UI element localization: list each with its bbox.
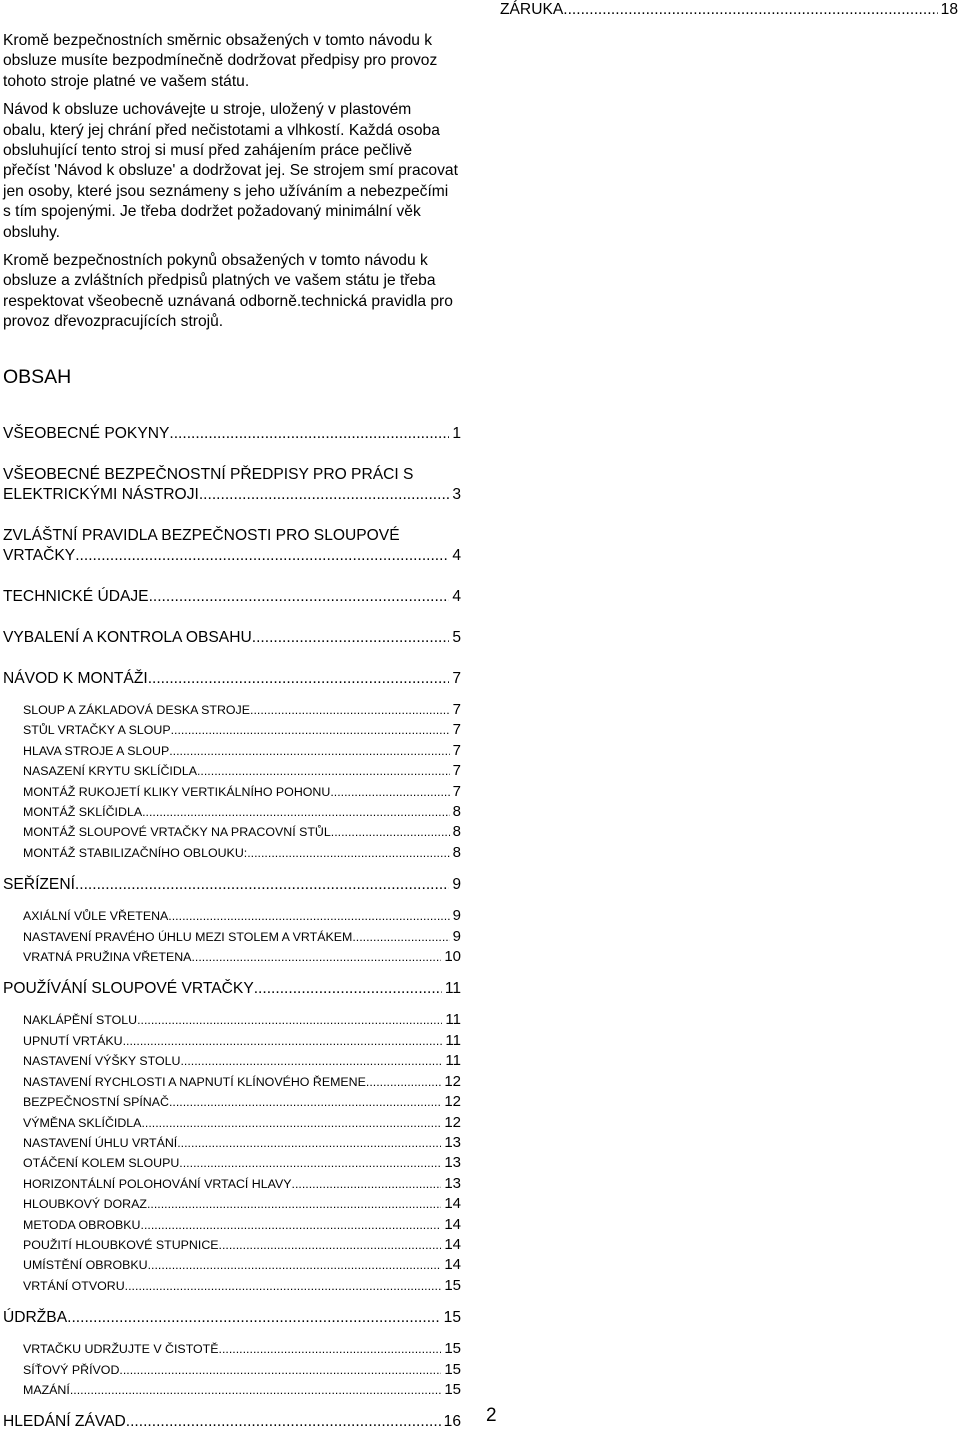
- toc-entry-label: VŠEOBECNÉ POKYNY: [3, 425, 170, 442]
- toc-entry-page: 14: [444, 1256, 461, 1274]
- toc-entry-page: 12: [444, 1113, 461, 1131]
- toc-entry-label: AXIÁLNÍ VŮLE VŘETENA: [23, 909, 169, 924]
- toc-entry-label: HLAVA STROJE A SLOUP: [23, 743, 170, 758]
- toc-leader-dots: [331, 823, 450, 842]
- toc-entry-label: ZÁRUKA: [500, 1, 564, 18]
- toc-subsection[interactable]: [3, 802, 461, 822]
- toc-entry-page: 12: [444, 1072, 461, 1090]
- toc-entry-label: VYBALENÍ A KONTROLA OBSAHU: [3, 629, 252, 646]
- toc-leader-dots: [169, 424, 449, 444]
- toc-subsection[interactable]: [3, 1215, 461, 1235]
- toc-subsection[interactable]: [3, 761, 461, 781]
- toc-leader-dots: [75, 875, 449, 895]
- toc-entry-page: 18: [940, 1, 958, 18]
- toc-entry-page: 11: [445, 1052, 461, 1070]
- toc-subsection[interactable]: [3, 1010, 461, 1030]
- toc-leader-dots: [67, 1308, 441, 1328]
- toc-entry-page: 10: [444, 948, 461, 966]
- toc-leader-dots: [75, 546, 449, 566]
- toc-continued: [500, 0, 958, 20]
- toc-entry-label: NASTAVENÍ PRAVÉHO ÚHLU MEZI STOLEM A VRTÁKEM: [23, 929, 353, 944]
- toc-section[interactable]: [3, 875, 461, 895]
- toc-section[interactable]: [3, 465, 461, 505]
- toc-subsection[interactable]: [3, 843, 461, 863]
- toc-entry-label: MONTÁŽ STABILIZAČNÍHO OBLOUKU:: [23, 845, 248, 860]
- toc-section[interactable]: [3, 979, 461, 999]
- toc-subsection[interactable]: [3, 1113, 461, 1133]
- toc-leader-dots: [142, 803, 450, 822]
- toc-entry-page: 11: [445, 1011, 461, 1029]
- toc-subsection[interactable]: [3, 741, 461, 761]
- toc-subsection[interactable]: [3, 906, 461, 926]
- toc-entry-label: BEZPEČNOSTNÍ SPÍNAČ: [23, 1095, 169, 1110]
- toc-entry-label: NASTAVENÍ RYCHLOSTI A NAPNUTÍ KLÍNOVÉHO ŘEMENE: [23, 1074, 366, 1089]
- toc-entry-label: ELEKTRICKÝMI NÁSTROJI: [3, 486, 199, 503]
- toc-entry-page: 14: [444, 1235, 461, 1253]
- toc-entry-page: 14: [444, 1195, 461, 1213]
- toc-entry-page: 8: [452, 803, 461, 821]
- toc-entry-page: 7: [452, 782, 461, 800]
- toc-entry-label: NASTAVENÍ VÝŠKY STOLU: [23, 1054, 181, 1069]
- toc-entry-page: 13: [444, 1154, 461, 1172]
- toc-leader-dots: [70, 1381, 442, 1400]
- toc-entry-page: 9: [452, 927, 461, 945]
- toc-leader-dots: [168, 907, 449, 926]
- toc-subsection[interactable]: [3, 1031, 461, 1051]
- toc-leader-dots: [197, 762, 450, 781]
- toc-section[interactable]: [3, 526, 461, 566]
- toc-leader-dots: [292, 1175, 442, 1194]
- toc-entry-label: OTÁČENÍ KOLEM SLOUPU: [23, 1156, 180, 1171]
- toc-subsection[interactable]: [3, 1235, 461, 1255]
- toc-leader-dots: [137, 1011, 442, 1030]
- toc-section[interactable]: [3, 1308, 461, 1328]
- table-of-contents: [3, 424, 461, 1432]
- toc-subsection[interactable]: [3, 1194, 461, 1214]
- page-number: 2: [486, 1405, 497, 1426]
- toc-leader-dots: [199, 485, 449, 505]
- toc-entry-label: VŠEOBECNÉ BEZPEČNOSTNÍ PŘEDPISY PRO PRÁCI S: [3, 466, 414, 483]
- toc-entry-label: STŮL VRTAČKY A SLOUP: [23, 723, 171, 738]
- toc-leader-dots: [250, 701, 450, 720]
- toc-subsection[interactable]: [3, 927, 461, 947]
- toc-entry-page: 15: [444, 1340, 461, 1358]
- toc-leader-dots: [219, 1340, 442, 1359]
- toc-leader-dots: [563, 0, 937, 20]
- toc-entry-label: MONTÁŽ RUKOJETÍ KLIKY VERTIKÁLNÍHO POHONU: [23, 784, 331, 799]
- toc-entry-page: 7: [452, 762, 461, 780]
- toc-entry-label: UMÍSTĚNÍ OBROBKU: [23, 1258, 148, 1273]
- toc-subsection[interactable]: [3, 947, 461, 967]
- toc-leader-dots: [148, 1256, 442, 1275]
- toc-leader-dots: [191, 948, 441, 967]
- toc-entry-page: 7: [452, 741, 461, 759]
- toc-entry-page: 9: [452, 907, 461, 925]
- toc-leader-dots: [180, 1052, 442, 1071]
- toc-subsection[interactable]: [3, 1255, 461, 1275]
- toc-section[interactable]: [3, 424, 461, 444]
- toc-leader-dots: [147, 1195, 441, 1214]
- toc-entry-page: 16: [443, 1413, 461, 1431]
- toc-subsection[interactable]: [3, 1339, 461, 1359]
- toc-section[interactable]: [3, 628, 461, 648]
- toc-leader-dots: [169, 742, 449, 761]
- toc-entry-label: VRTÁNÍ OTVORU: [23, 1278, 125, 1293]
- toc-leader-dots: [247, 844, 449, 863]
- toc-subsection[interactable]: [3, 1360, 461, 1380]
- toc-subsection[interactable]: [3, 1133, 461, 1153]
- toc-leader-dots: [179, 1154, 441, 1173]
- toc-leader-dots: [141, 1216, 442, 1235]
- toc-entry-label: MAZÁNÍ: [23, 1382, 70, 1397]
- toc-entry-label: MONTÁŽ SLOUPOVÉ VRTAČKY NA PRACOVNÍ STŮL: [23, 825, 331, 840]
- toc-entry-page: 13: [444, 1174, 461, 1192]
- toc-entry-page: 4: [452, 588, 461, 605]
- toc-entry-label: NASAZENÍ KRYTU SKLÍČIDLA: [23, 764, 197, 779]
- intro-text: [3, 31, 458, 333]
- toc-entry-label: MONTÁŽ SKLÍČIDLA: [23, 805, 143, 820]
- toc-entry-page: 7: [452, 670, 461, 687]
- toc-subsection[interactable]: [3, 1276, 461, 1296]
- toc-entry-page: 8: [452, 843, 461, 861]
- toc-leader-dots: [126, 1412, 441, 1432]
- toc-entry-label: SLOUP A ZÁKLADOVÁ DESKA STROJE: [23, 703, 251, 717]
- toc-entry-label: VRATNÁ PRUŽINA VŘETENA: [23, 950, 192, 965]
- toc-leader-dots: [254, 979, 442, 999]
- toc-subsection[interactable]: [3, 1153, 461, 1173]
- toc-leader-dots: [330, 783, 449, 802]
- toc-entry-page: 8: [452, 823, 461, 841]
- toc-entry-label: HLOUBKOVÝ DORAZ: [23, 1197, 147, 1212]
- toc-entry-label: SEŘÍZENÍ: [3, 876, 75, 894]
- intro-paragraph-1: Kromě bezpečnostních směrnic obsažených v tomto návodu k obsluze musíte bezpodmínečně dodržovat předpisy pro provoz tohoto stroje platné ve vašem státu.: [3, 32, 438, 90]
- toc-subsection[interactable]: [3, 782, 461, 802]
- toc-subsection[interactable]: [3, 1174, 461, 1194]
- toc-entry-page: 7: [452, 721, 461, 739]
- toc-entry-label: NÁVOD K MONTÁŽI: [3, 670, 148, 687]
- toc-entry-zaruka[interactable]: [500, 0, 958, 20]
- toc-entry-page: 1: [452, 425, 461, 442]
- toc-entry-label: UPNUTÍ VRTÁKU: [23, 1033, 123, 1048]
- toc-leader-dots: [125, 1277, 442, 1296]
- toc-entry-page: 15: [443, 1309, 461, 1327]
- toc-entry-page: 9: [452, 876, 461, 894]
- toc-subsection[interactable]: [3, 1051, 461, 1071]
- toc-entry-label: VRTAČKU UDRŽUJTE V ČISTOTĚ: [23, 1342, 219, 1357]
- toc-entry-label: HLEDÁNÍ ZÁVAD: [3, 1413, 126, 1431]
- toc-entry-label: SÍŤOVÝ PŘÍVOD: [23, 1362, 120, 1377]
- toc-subsection[interactable]: [3, 1072, 461, 1092]
- toc-leader-dots: [123, 1032, 443, 1051]
- toc-subsection[interactable]: [3, 1092, 461, 1112]
- toc-entry-page: 5: [452, 629, 461, 646]
- toc-entry-page: 14: [444, 1215, 461, 1233]
- toc-leader-dots: [219, 1236, 442, 1255]
- toc-heading: OBSAH: [3, 366, 72, 388]
- toc-leader-dots: [352, 928, 449, 947]
- toc-entry-label: POUŽÍVÁNÍ SLOUPOVÉ VRTAČKY: [3, 980, 254, 998]
- toc-entry-page: 15: [444, 1360, 461, 1378]
- toc-entry-page: 11: [444, 980, 461, 998]
- toc-entry-page: 15: [444, 1380, 461, 1398]
- toc-entry-page: 11: [445, 1031, 461, 1049]
- toc-entry-label: HORIZONTÁLNÍ POLOHOVÁNÍ VRTACÍ HLAVY: [23, 1176, 292, 1191]
- toc-entry-label: ZVLÁŠTNÍ PRAVIDLA BEZPEČNOSTI PRO SLOUPOVÉ: [3, 527, 400, 544]
- toc-leader-dots: [171, 721, 450, 740]
- toc-leader-dots: [149, 587, 450, 607]
- toc-leader-dots: [169, 1093, 441, 1112]
- toc-leader-dots: [252, 628, 450, 648]
- toc-section[interactable]: [3, 587, 461, 607]
- toc-entry-label: TECHNICKÉ ÚDAJE: [3, 588, 149, 605]
- toc-subsection[interactable]: [3, 700, 461, 720]
- toc-entry-label: VÝMĚNA SKLÍČIDLA: [23, 1115, 142, 1130]
- toc-entry-label: METODA OBROBKU: [23, 1217, 141, 1232]
- toc-section[interactable]: [3, 669, 461, 689]
- toc-entry-page: 3: [452, 486, 461, 503]
- toc-leader-dots: [119, 1361, 441, 1380]
- toc-entry-label: VRTAČKY: [3, 547, 76, 564]
- toc-leader-dots: [177, 1134, 441, 1153]
- toc-entry-label: ÚDRŽBA: [3, 1309, 68, 1327]
- toc-entry-page: 7: [452, 701, 461, 718]
- toc-entry-page: 13: [444, 1133, 461, 1151]
- toc-entry-label: POUŽITÍ HLOUBKOVÉ STUPNICE: [23, 1237, 219, 1252]
- toc-leader-dots: [366, 1073, 441, 1092]
- toc-leader-dots: [148, 669, 450, 689]
- intro-paragraph-2: Návod k obsluze uchovávejte u stroje, uložený v plastovém obalu, který jej chrání před nečistotami a vlhkostí. Každá osoba obsluhující tento stroj si musí před zahájením práce pečlivě přečíst 'Návod k obsluze' a dodržovat jej. Se strojem smí pracovat jen osoby, které jsou seznámeny s jeho užíváním a nebezpečími s tím spojenými. Je třeba dodržet požadovaný minimální věk obsluhy.: [3, 101, 458, 241]
- toc-entry-page: 12: [444, 1093, 461, 1111]
- toc-entry-page: 15: [444, 1276, 461, 1294]
- toc-subsection[interactable]: [3, 822, 461, 842]
- intro-paragraph-3: Kromě bezpečnostních pokynů obsažených v tomto návodu k obsluze a zvláštních předpisů platných ve vašem státu je třeba respektovat všeobecně uznávaná odborně.technická pravidla pro provoz dřevozpracujících strojů.: [3, 252, 453, 331]
- toc-entry-label: NAKLÁPĚNÍ STOLU: [23, 1013, 138, 1028]
- toc-entry-page: 4: [452, 547, 461, 564]
- toc-leader-dots: [141, 1114, 441, 1133]
- toc-section[interactable]: [3, 1412, 461, 1432]
- toc-subsection[interactable]: [3, 1380, 461, 1400]
- toc-subsection[interactable]: [3, 720, 461, 740]
- toc-entry-label: NASTAVENÍ ÚHLU VRTÁNÍ: [23, 1135, 178, 1150]
